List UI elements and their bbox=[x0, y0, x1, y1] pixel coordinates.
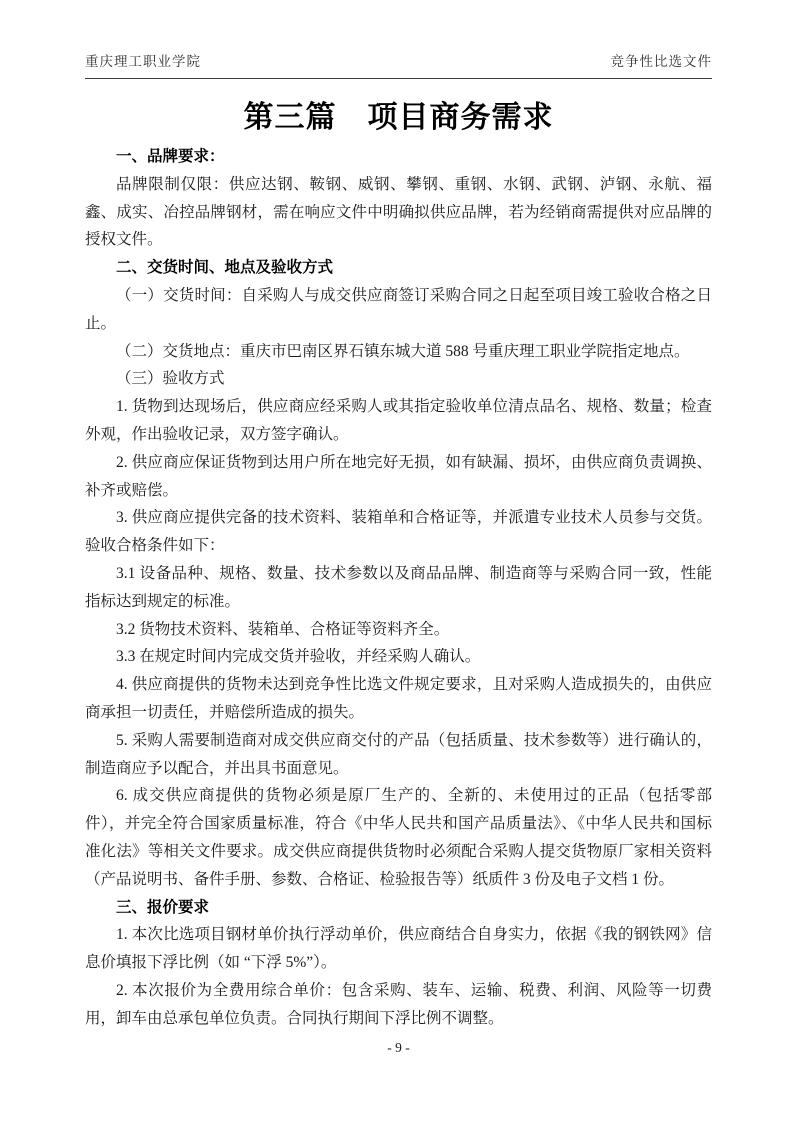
page-footer bbox=[85, 1040, 712, 1056]
section-heading: 二、交货时间、地点及验收方式 bbox=[116, 259, 334, 277]
section-delivery-acceptance bbox=[85, 254, 712, 893]
paragraph: 2. 供应商应保证货物到达用户所在地完好无损，如有缺漏、损坏，由供应商负责调换、补齐或赔偿。 bbox=[85, 453, 712, 499]
section-quotation-requirements bbox=[85, 894, 712, 1033]
paragraph: 品牌限制仅限：供应达钢、鞍钢、威钢、攀钢、重钢、水钢、武钢、泸钢、永航、福鑫、成实、冶控品牌钢材，需在响应文件中明确拟供应品牌，若为经销商需提供对应品牌的授权文件。 bbox=[85, 175, 712, 249]
section-heading: 一、品牌要求： bbox=[116, 148, 225, 165]
paragraph: 3.3 在规定时间内完成交货并验收，并经采购人确认。 bbox=[116, 648, 481, 666]
page-header bbox=[85, 50, 712, 79]
section-brand-requirements bbox=[85, 143, 712, 254]
paragraph: 4. 供应商提供的货物未达到竞争性比选文件规定要求，且对采购人造成损失的，由供应商承担一切责任，并赔偿所造成的损失。 bbox=[85, 676, 712, 721]
paragraph: （二）交货地点：重庆市巴南区界石镇东城大道 588 号重庆理工职业学院指定地点。 bbox=[116, 342, 690, 360]
paragraph: 1. 本次比选项目钢材单价执行浮动单价，供应商结合自身实力，依据《我的钢铁网》信息价填报下浮比例（如 “下浮 5%”）。 bbox=[85, 926, 712, 972]
header-left-text: 重庆理工职业学院 bbox=[85, 54, 201, 69]
paragraph: 5. 采购人需要制造商对成交供应商交付的产品（包括质量、技术参数等）进行确认的，制造商应予以配合，并出具书面意见。 bbox=[85, 731, 712, 777]
header-right-text: 竞争性比选文件 bbox=[610, 54, 712, 69]
paragraph: 3. 供应商应提供完备的技术资料、装箱单和合格证等，并派遣专业技术人员参与交货。验收合格条件如下： bbox=[85, 509, 712, 555]
paragraph: 1. 货物到达现场后，供应商应经采购人或其指定验收单位清点品名、规格、数量；检查外观，作出验收记录，双方签字确认。 bbox=[85, 398, 712, 443]
document-body bbox=[85, 143, 712, 1033]
paragraph: （一）交货时间：自采购人与成交供应商签订采购合同之日起至项目竣工验收合格之日止。 bbox=[85, 286, 712, 332]
paragraph: 3.2 货物技术资料、装箱单、合格证等资料齐全。 bbox=[116, 620, 450, 638]
paragraph: 2. 本次报价为全费用综合单价：包含采购、装车、运输、税费、利润、风险等一切费用，卸车由总承包单位负责。合同执行期间下浮比例不调整。 bbox=[85, 981, 712, 1027]
page-title: 第三篇 项目商务需求 bbox=[243, 101, 554, 134]
paragraph: 6. 成交供应商提供的货物必须是原厂生产的、全新的、未使用过的正品（包括零部件），并完全符合国家质量标准，符合《中华人民共和国产品质量法》、《中华人民共和国标准化法》等相关文件要求。成交供应商提供货物时必须配合采购人提交货物原厂家相关资料（产品说明书、备件手册、参数、合格证、检验报告等）纸质件 3 份及电子文档 1 份。 bbox=[85, 787, 712, 888]
page-number: - 9 - bbox=[387, 1040, 410, 1055]
paragraph: 3.1 设备品种、规格、数量、技术参数以及商品品牌、制造商等与采购合同一致，性能指标达到规定的标准。 bbox=[85, 564, 712, 610]
section-heading: 三、报价要求 bbox=[116, 898, 210, 916]
paragraph: （三）验收方式 bbox=[116, 370, 225, 388]
